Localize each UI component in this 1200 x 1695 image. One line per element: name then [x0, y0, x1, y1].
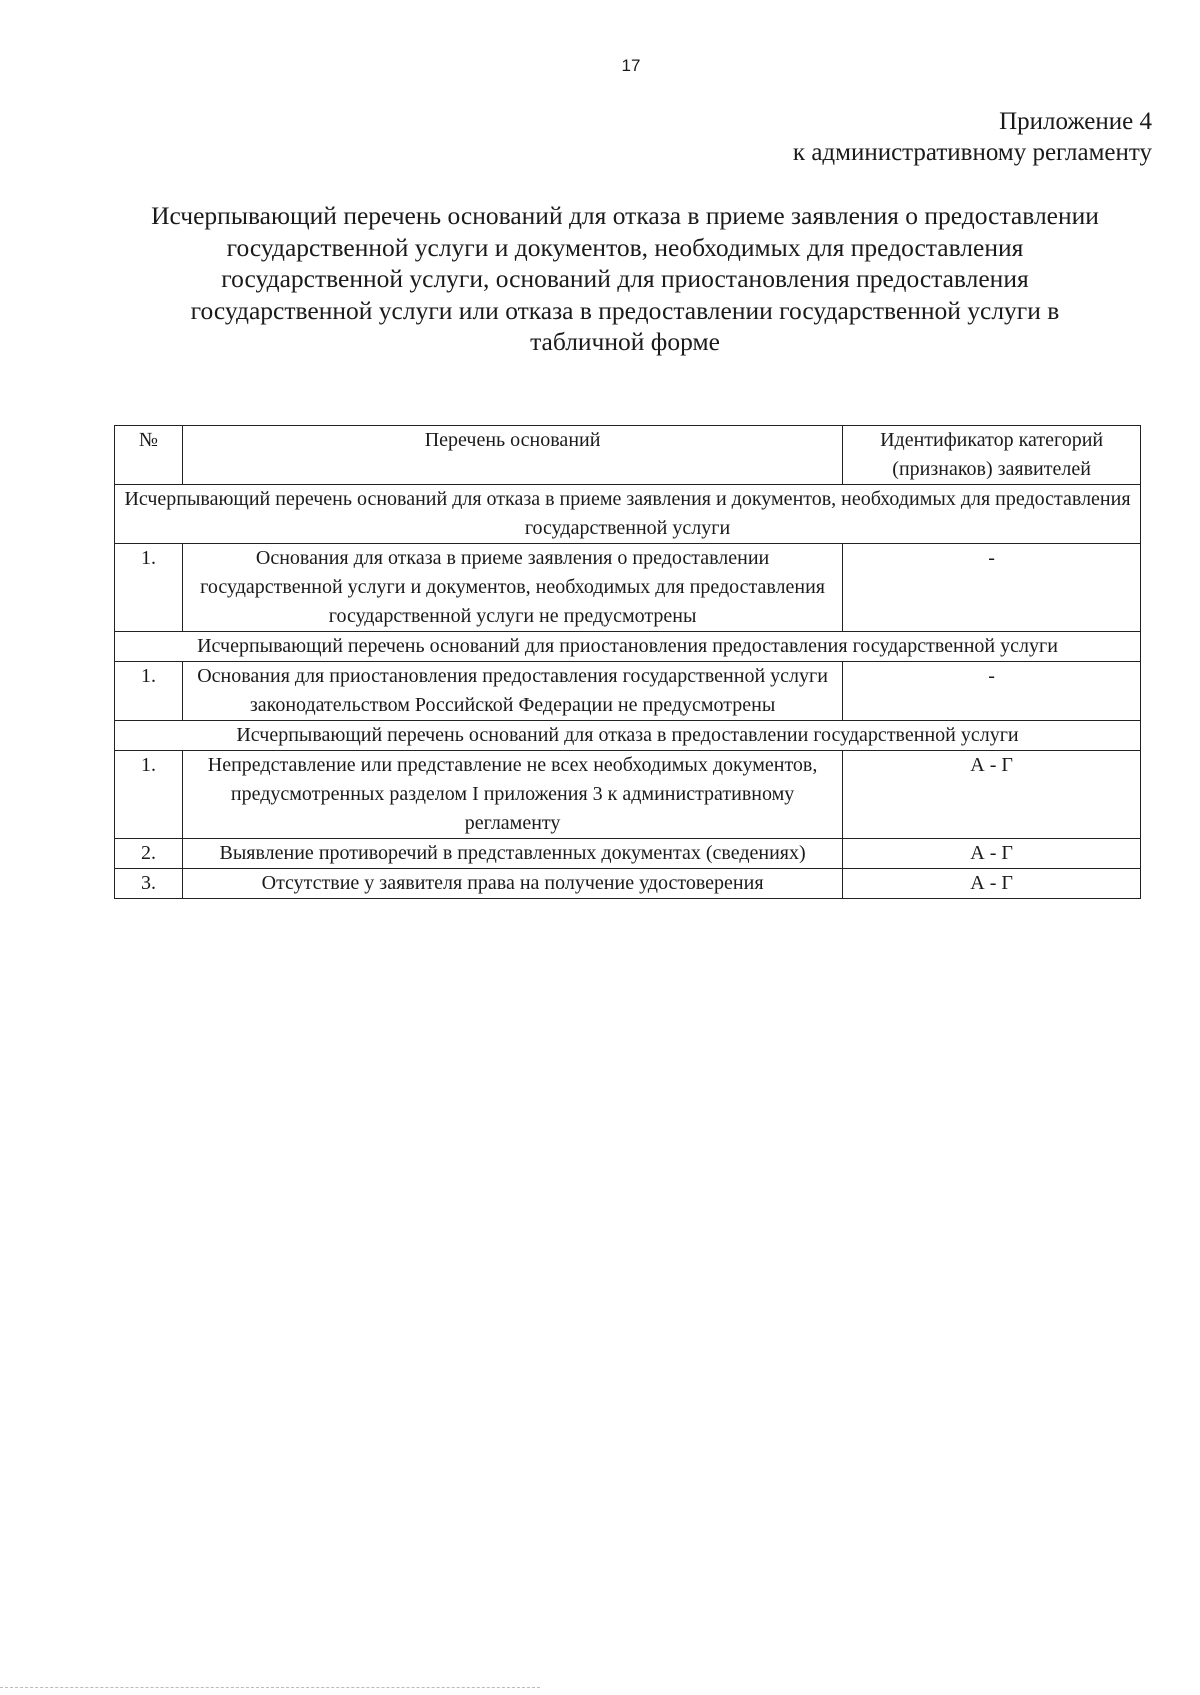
table-row — [115, 751, 1141, 839]
row-identifier: - — [843, 544, 1141, 632]
row-identifier: А - Г — [843, 869, 1141, 899]
row-number: 2. — [115, 839, 183, 869]
section-heading: Исчерпывающий перечень оснований для приостановления предоставления государственной услуги — [115, 632, 1141, 662]
header-identifier: Идентификатор категорий (признаков) заявителей — [843, 426, 1141, 485]
table-row — [115, 869, 1141, 899]
table-row — [115, 839, 1141, 869]
section-heading: Исчерпывающий перечень оснований для отказа в предоставлении государственной услуги — [115, 721, 1141, 751]
row-number: 1. — [115, 662, 183, 721]
row-reason: Основания для приостановления предоставления государственной услуги законодательством Российской Федерации не предусмотрены — [182, 662, 842, 721]
section-heading-row — [115, 721, 1141, 751]
grounds-table — [114, 425, 1141, 899]
section-heading-row — [115, 485, 1141, 544]
table-row — [115, 662, 1141, 721]
section-heading-row — [115, 632, 1141, 662]
header-number: № — [115, 426, 183, 485]
row-reason: Основания для отказа в приеме заявления о предоставлении государственной услуги и документов, необходимых для предоставления государственной услуги не предусмотрены — [182, 544, 842, 632]
appendix-reference: к административному регламенту — [792, 139, 1152, 166]
appendix-number: Приложение 4 — [999, 108, 1152, 135]
page-number: 17 — [621, 56, 641, 75]
document-title: Исчерпывающий перечень оснований для отказа в приеме заявления о предоставлении государственной услуги и документов, необходимых для предоставления государственной услуги, оснований для приостановления предоставления государственной услуги или отказа в предоставлении государственной услуги в табличной форме — [151, 201, 1099, 356]
table-header-row — [115, 426, 1141, 485]
row-number: 1. — [115, 751, 183, 839]
table-row — [115, 544, 1141, 632]
row-identifier: А - Г — [843, 839, 1141, 869]
appendix-caption — [793, 106, 1152, 168]
row-reason: Отсутствие у заявителя права на получение удостоверения — [182, 869, 842, 899]
scan-edge-line — [0, 1687, 540, 1688]
header-reasons: Перечень оснований — [182, 426, 842, 485]
row-number: 3. — [115, 869, 183, 899]
row-reason: Непредставление или представление не всех необходимых документов, предусмотренных разделом I приложения 3 к административному регламенту — [182, 751, 842, 839]
row-reason: Выявление противоречий в представленных документах (сведениях) — [182, 839, 842, 869]
row-identifier: А - Г — [843, 751, 1141, 839]
section-heading: Исчерпывающий перечень оснований для отказа в приеме заявления и документов, необходимых для предоставления государственной услуги — [115, 485, 1141, 544]
row-identifier: - — [843, 662, 1141, 721]
row-number: 1. — [115, 544, 183, 632]
